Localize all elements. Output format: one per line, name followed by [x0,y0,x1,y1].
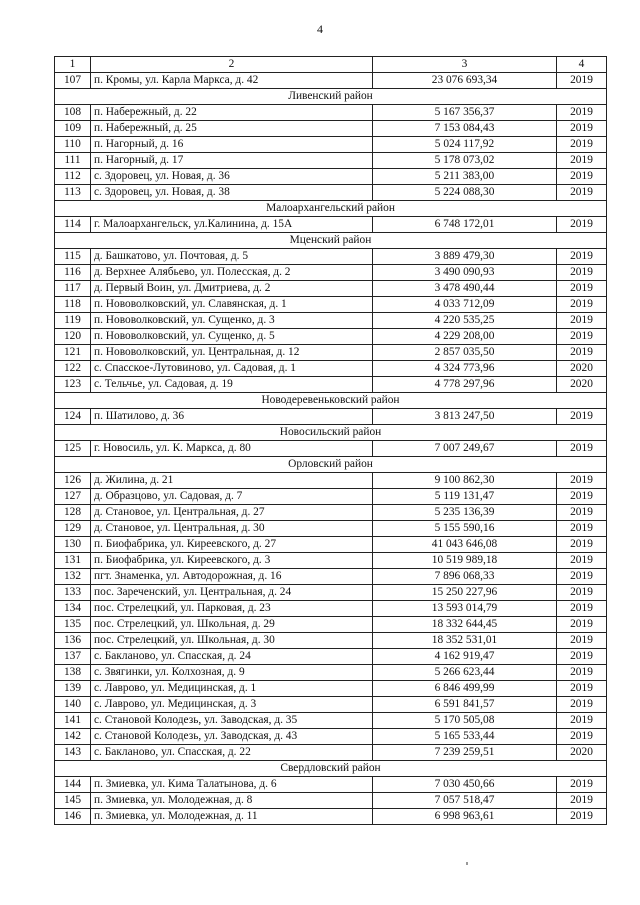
table-row [55,313,607,329]
row-address: д. Жилина, д. 21 [91,473,373,489]
row-year: 2019 [557,121,607,137]
row-number: 114 [55,217,91,233]
table-row [55,521,607,537]
row-year: 2019 [557,633,607,649]
row-year: 2019 [557,249,607,265]
row-address: д. Становое, ул. Центральная, д. 27 [91,505,373,521]
row-year: 2019 [557,329,607,345]
row-number: 116 [55,265,91,281]
row-address: г. Малоархангельск, ул.Калинина, д. 15А [91,217,373,233]
row-number: 107 [55,73,91,89]
row-year: 2019 [557,649,607,665]
row-address: п. Змиевка, ул. Кима Талатынова, д. 6 [91,777,373,793]
row-address: с. Лаврово, ул. Медицинская, д. 1 [91,681,373,697]
row-amount: 4 033 712,09 [373,297,557,313]
row-number: 133 [55,585,91,601]
row-number: 142 [55,729,91,745]
row-number: 137 [55,649,91,665]
row-year: 2019 [557,409,607,425]
table-row [55,793,607,809]
row-amount: 7 239 259,51 [373,745,557,761]
row-year: 2019 [557,521,607,537]
district-name: Свердловский район [55,761,607,777]
row-year: 2019 [557,569,607,585]
table-row [55,345,607,361]
row-address: с. Становой Колодезь, ул. Заводская, д. 43 [91,729,373,745]
row-amount: 5 165 533,44 [373,729,557,745]
table-row [55,537,607,553]
district-name: Ливенский район [55,89,607,105]
row-address: г. Новосиль, ул. К. Маркса, д. 80 [91,441,373,457]
row-year: 2019 [557,473,607,489]
table-row [55,489,607,505]
row-amount: 5 178 073,02 [373,153,557,169]
row-number: 128 [55,505,91,521]
row-year: 2019 [557,537,607,553]
row-number: 124 [55,409,91,425]
row-number: 131 [55,553,91,569]
row-number: 141 [55,713,91,729]
row-amount: 6 846 499,99 [373,681,557,697]
row-amount: 5 235 136,39 [373,505,557,521]
column-header-4: 4 [557,57,607,73]
row-year: 2019 [557,505,607,521]
table-row [55,809,607,825]
table-row [55,553,607,569]
row-amount: 5 167 356,37 [373,105,557,121]
row-amount: 4 229 208,00 [373,329,557,345]
table-row [55,601,607,617]
table-row [55,617,607,633]
row-address: пос. Стрелецкий, ул. Парковая, д. 23 [91,601,373,617]
row-year: 2019 [557,345,607,361]
row-amount: 7 057 518,47 [373,793,557,809]
row-number: 145 [55,793,91,809]
table-row [55,377,607,393]
row-number: 113 [55,185,91,201]
row-address: п. Кромы, ул. Карла Маркса, д. 42 [91,73,373,89]
table-row [55,665,607,681]
row-number: 125 [55,441,91,457]
row-number: 110 [55,137,91,153]
row-amount: 5 119 131,47 [373,489,557,505]
row-number: 132 [55,569,91,585]
row-amount: 5 170 505,08 [373,713,557,729]
row-number: 122 [55,361,91,377]
page-number: 4 [317,22,323,36]
row-number: 143 [55,745,91,761]
row-address: п. Нововолковский, ул. Славянская, д. 1 [91,297,373,313]
row-amount: 13 593 014,79 [373,601,557,617]
district-header-row [55,233,607,249]
district-name: Орловский район [55,457,607,473]
district-name: Мценский район [55,233,607,249]
row-address: д. Образцово, ул. Садовая, д. 7 [91,489,373,505]
row-year: 2019 [557,681,607,697]
row-year: 2019 [557,777,607,793]
row-amount: 6 998 963,61 [373,809,557,825]
row-year: 2020 [557,377,607,393]
table-row [55,281,607,297]
district-header-row [55,761,607,777]
row-number: 129 [55,521,91,537]
district-name: Новосильский район [55,425,607,441]
row-amount: 15 250 227,96 [373,585,557,601]
table-row [55,169,607,185]
table-row [55,249,607,265]
row-address: п. Биофабрика, ул. Киреевского, д. 3 [91,553,373,569]
row-amount: 5 266 623,44 [373,665,557,681]
row-year: 2019 [557,729,607,745]
row-number: 121 [55,345,91,361]
row-amount: 5 211 383,00 [373,169,557,185]
row-amount: 4 162 919,47 [373,649,557,665]
row-year: 2019 [557,553,607,569]
row-number: 127 [55,489,91,505]
row-year: 2020 [557,361,607,377]
row-year: 2019 [557,617,607,633]
row-number: 134 [55,601,91,617]
table-row [55,569,607,585]
table-row [55,105,607,121]
row-number: 119 [55,313,91,329]
row-address: п. Змиевка, ул. Молодежная, д. 11 [91,809,373,825]
row-amount: 6 748 172,01 [373,217,557,233]
row-number: 130 [55,537,91,553]
row-number: 111 [55,153,91,169]
row-number: 117 [55,281,91,297]
row-amount: 23 076 693,34 [373,73,557,89]
row-address: с. Лаврово, ул. Медицинская, д. 3 [91,697,373,713]
district-name: Новодеревеньковский район [55,393,607,409]
row-address: с. Здоровец, ул. Новая, д. 36 [91,169,373,185]
column-header-3: 3 [373,57,557,73]
row-address: п. Набережный, д. 25 [91,121,373,137]
row-amount: 3 889 479,30 [373,249,557,265]
table-row [55,217,607,233]
row-address: п. Биофабрика, ул. Киреевского, д. 27 [91,537,373,553]
row-address: п. Нагорный, д. 17 [91,153,373,169]
table-row [55,185,607,201]
row-year: 2020 [557,745,607,761]
row-amount: 5 155 590,16 [373,521,557,537]
table-row [55,153,607,169]
row-address: д. Башкатово, ул. Почтовая, д. 5 [91,249,373,265]
table-row [55,473,607,489]
table-row [55,697,607,713]
table-row [55,505,607,521]
district-header-row [55,425,607,441]
table-row [55,713,607,729]
row-address: п. Шатилово, д. 36 [91,409,373,425]
row-year: 2019 [557,169,607,185]
row-address: пос. Зареченский, ул. Центральная, д. 24 [91,585,373,601]
row-address: д. Первый Воин, ул. Дмитриева, д. 2 [91,281,373,297]
row-number: 112 [55,169,91,185]
row-amount: 3 813 247,50 [373,409,557,425]
row-amount: 9 100 862,30 [373,473,557,489]
row-address: д. Становое, ул. Центральная, д. 30 [91,521,373,537]
row-amount: 7 007 249,67 [373,441,557,457]
table-row [55,361,607,377]
column-number-row [55,57,607,73]
district-header-row [55,201,607,217]
row-year: 2019 [557,137,607,153]
table-row [55,777,607,793]
row-amount: 4 324 773,96 [373,361,557,377]
row-amount: 3 478 490,44 [373,281,557,297]
row-address: п. Нововолковский, ул. Сущенко, д. 5 [91,329,373,345]
row-amount: 6 591 841,57 [373,697,557,713]
row-number: 115 [55,249,91,265]
table-row [55,73,607,89]
row-address: пгт. Знаменка, ул. Автодорожная, д. 16 [91,569,373,585]
row-year: 2019 [557,153,607,169]
row-number: 140 [55,697,91,713]
row-amount: 3 490 090,93 [373,265,557,281]
row-amount: 41 043 646,08 [373,537,557,553]
table-body [55,73,607,825]
row-year: 2019 [557,441,607,457]
row-number: 108 [55,105,91,121]
table-row [55,681,607,697]
row-year: 2019 [557,601,607,617]
row-address: п. Нововолковский, ул. Сущенко, д. 3 [91,313,373,329]
row-address: с. Бакланово, ул. Спасская, д. 24 [91,649,373,665]
row-amount: 4 220 535,25 [373,313,557,329]
district-header-row [55,89,607,105]
row-year: 2019 [557,697,607,713]
table-row [55,649,607,665]
table-row [55,329,607,345]
row-number: 136 [55,633,91,649]
row-amount: 4 778 297,96 [373,377,557,393]
table-row [55,745,607,761]
row-year: 2019 [557,585,607,601]
row-address: д. Верхнее Алябьево, ул. Полесская, д. 2 [91,265,373,281]
row-year: 2019 [557,809,607,825]
row-address: пос. Стрелецкий, ул. Школьная, д. 29 [91,617,373,633]
row-address: с. Звягинки, ул. Колхозная, д. 9 [91,665,373,681]
row-amount: 5 224 088,30 [373,185,557,201]
row-address: п. Набережный, д. 22 [91,105,373,121]
district-header-row [55,393,607,409]
row-number: 109 [55,121,91,137]
row-address: с. Здоровец, ул. Новая, д. 38 [91,185,373,201]
row-address: п. Змиевка, ул. Молодежная, д. 8 [91,793,373,809]
row-year: 2019 [557,105,607,121]
row-amount: 5 024 117,92 [373,137,557,153]
row-year: 2019 [557,665,607,681]
scan-mark [466,862,468,865]
row-amount: 2 857 035,50 [373,345,557,361]
column-header-1: 1 [55,57,91,73]
row-year: 2019 [557,297,607,313]
row-year: 2019 [557,217,607,233]
row-amount: 7 153 084,43 [373,121,557,137]
row-number: 146 [55,809,91,825]
row-number: 138 [55,665,91,681]
row-number: 123 [55,377,91,393]
row-address: п. Нововолковский, ул. Центральная, д. 12 [91,345,373,361]
row-year: 2019 [557,265,607,281]
row-address: с. Бакланово, ул. Спасская, д. 22 [91,745,373,761]
row-year: 2019 [557,713,607,729]
table-row [55,297,607,313]
row-number: 139 [55,681,91,697]
row-year: 2019 [557,793,607,809]
table-row [55,265,607,281]
table-row [55,585,607,601]
row-year: 2019 [557,281,607,297]
row-address: пос. Стрелецкий, ул. Школьная, д. 30 [91,633,373,649]
row-amount: 10 519 989,18 [373,553,557,569]
row-address: п. Нагорный, д. 16 [91,137,373,153]
row-year: 2019 [557,313,607,329]
row-number: 144 [55,777,91,793]
row-number: 118 [55,297,91,313]
row-number: 135 [55,617,91,633]
table-row [55,729,607,745]
table-row [55,137,607,153]
district-name: Малоархангельский район [55,201,607,217]
row-address: с. Спасское-Лутовиново, ул. Садовая, д. 1 [91,361,373,377]
row-address: с. Становой Колодезь, ул. Заводская, д. 35 [91,713,373,729]
district-header-row [55,457,607,473]
table-row [55,409,607,425]
table-row [55,441,607,457]
row-number: 126 [55,473,91,489]
column-header-2: 2 [91,57,373,73]
row-amount: 18 352 531,01 [373,633,557,649]
registry-table [54,56,607,825]
row-amount: 7 896 068,33 [373,569,557,585]
row-address: с. Тельчье, ул. Садовая, д. 19 [91,377,373,393]
table-row [55,121,607,137]
row-number: 120 [55,329,91,345]
row-amount: 7 030 450,66 [373,777,557,793]
table-row [55,633,607,649]
row-year: 2019 [557,73,607,89]
row-amount: 18 332 644,45 [373,617,557,633]
row-year: 2019 [557,185,607,201]
row-year: 2019 [557,489,607,505]
